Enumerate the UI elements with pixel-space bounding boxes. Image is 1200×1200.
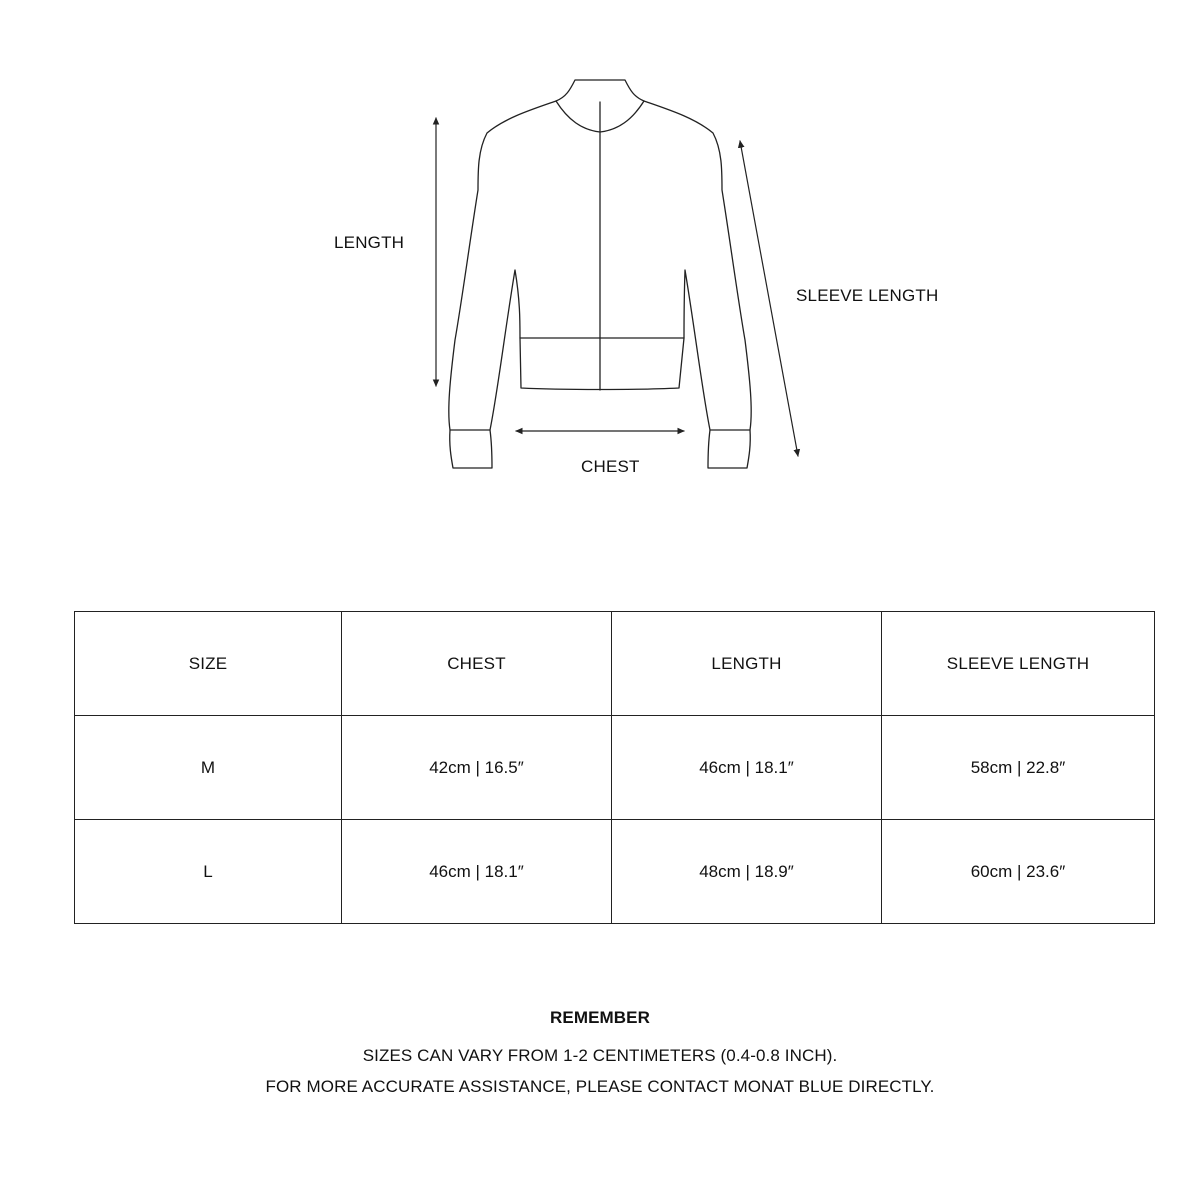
header-chest: CHEST xyxy=(342,612,612,716)
table-row xyxy=(75,716,1155,820)
sleeve-length-cell: 60cm | 23.6″ xyxy=(882,820,1155,924)
jacket-outline-icon xyxy=(0,0,1200,520)
size-cell: L xyxy=(75,820,342,924)
note-line: FOR MORE ACCURATE ASSISTANCE, PLEASE CONTACT MONAT BLUE DIRECTLY. xyxy=(265,1077,935,1096)
note-line: SIZES CAN VARY FROM 1-2 CENTIMETERS (0.4-0.8 INCH). xyxy=(362,1046,838,1065)
chest-label: CHEST xyxy=(581,457,640,476)
waistband-shape xyxy=(520,338,684,390)
length-label: LENGTH xyxy=(334,233,405,252)
measurement-diagram xyxy=(0,0,1200,520)
length-cell: 46cm | 18.1″ xyxy=(612,716,882,820)
size-chart-table xyxy=(74,611,1155,924)
chest-cell: 42cm | 16.5″ xyxy=(342,716,612,820)
sleeve-length-arrow xyxy=(740,141,798,456)
table-row xyxy=(75,820,1155,924)
length-cell: 48cm | 18.9″ xyxy=(612,820,882,924)
table-header-row xyxy=(75,612,1155,716)
header-sleeve-length: SLEEVE LENGTH xyxy=(882,612,1155,716)
left-cuff-shape xyxy=(450,430,492,468)
right-cuff-shape xyxy=(708,430,750,468)
header-length: LENGTH xyxy=(612,612,882,716)
sleeve-length-label: SLEEVE LENGTH xyxy=(796,286,939,305)
chest-cell: 46cm | 18.1″ xyxy=(342,820,612,924)
header-size: SIZE xyxy=(75,612,342,716)
note-title: REMEMBER xyxy=(550,1008,650,1027)
sleeve-length-cell: 58cm | 22.8″ xyxy=(882,716,1155,820)
size-cell: M xyxy=(75,716,342,820)
